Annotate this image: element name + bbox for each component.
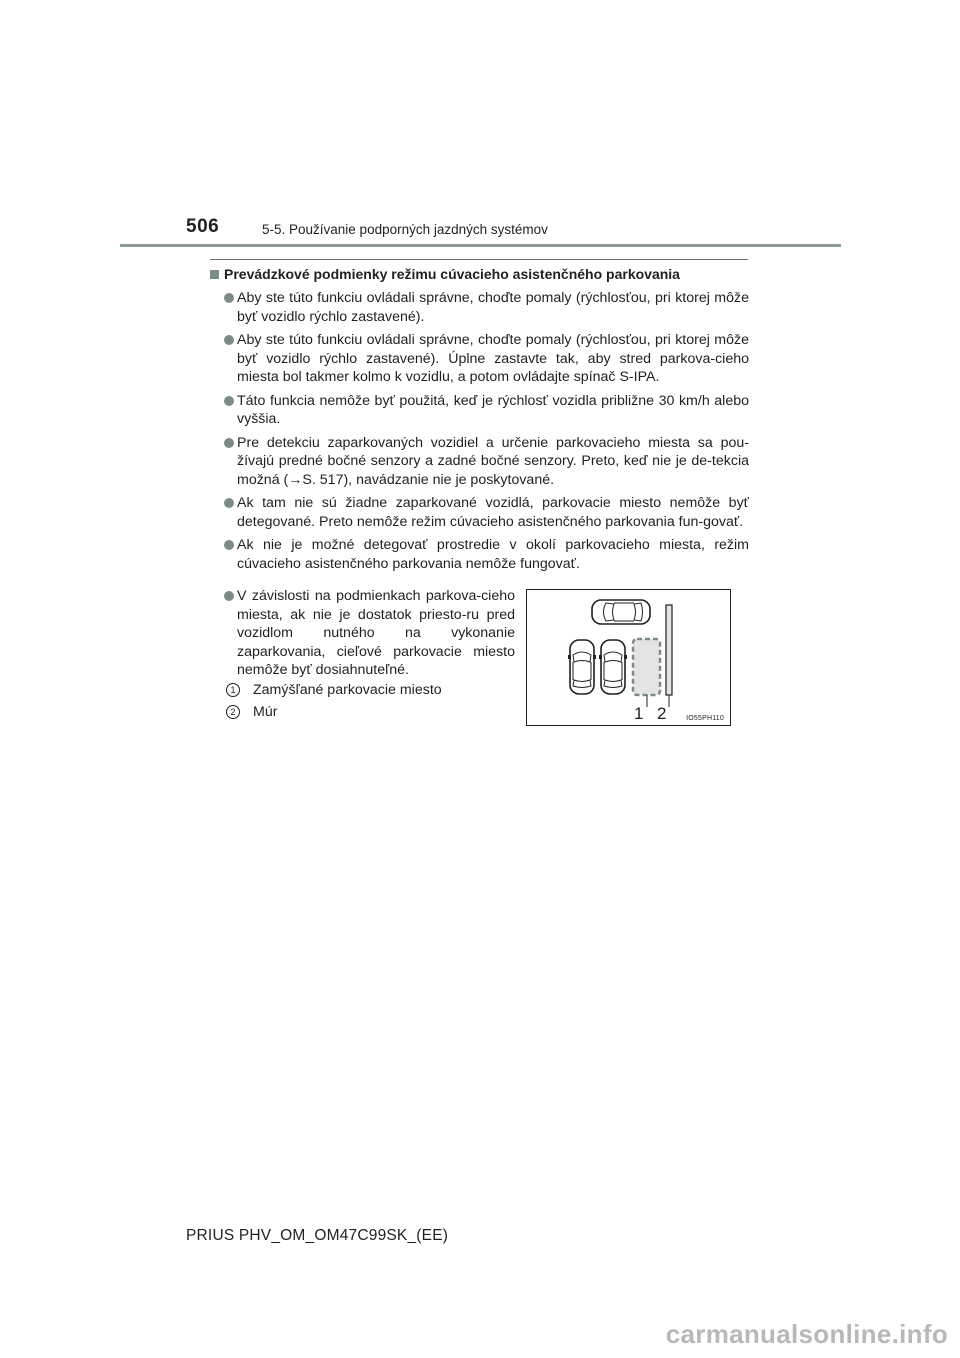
bullet-text: Táto funkcia nemôže byť použitá, keď je rýchlosť vozidla približne 30 km/h alebo vyššia. xyxy=(237,392,749,427)
figure-legend xyxy=(222,679,512,723)
list-item xyxy=(222,587,515,680)
heading-square-icon xyxy=(210,270,219,279)
bullet-text: Aby ste túto funkciu ovládali správne, choďte pomaly (rýchlosťou, pri ktorej môže byť vozidlo rýchlo zastavené). Úplne zastavte tak, aby stred parkova-cieho miesta bol takmer kolmo k vozidlu, a potom ovládajte spínač S-IPA. xyxy=(237,332,749,385)
bullet-text: Pre detekciu zaparkovaných vozidiel a určenie parkovacieho miesta sa pou-žívajú predné bočné senzory a zadné bočné senzory. Preto, keď nie je de-tekcia možná (→S. 517), navádzanie nie je poskytované. xyxy=(237,434,749,488)
figure-bullet xyxy=(222,587,515,685)
bullet-dot-icon xyxy=(224,438,234,448)
header-rule xyxy=(120,244,841,247)
callout-number-icon: 2 xyxy=(226,705,240,719)
parked-car-right-icon xyxy=(599,640,627,694)
parking-diagram-svg xyxy=(527,590,732,727)
list-item xyxy=(222,536,749,573)
footer-doc-id: PRIUS PHV_OM_OM47C99SK_(EE) xyxy=(186,1227,449,1244)
heading-rule xyxy=(210,259,748,260)
callout-2: 2 xyxy=(657,704,667,723)
wall-shape xyxy=(666,605,672,695)
bullet-text: Aby ste túto funkciu ovládali správne, choďte pomaly (rýchlosťou, pri ktorej môže byť vozidlo rýchlo zastavené). xyxy=(237,290,749,325)
bullet-text: Ak tam nie sú žiadne zaparkované vozidlá, parkovacie miesto nemôže byť detegované. Preto nemôže režim cúvacieho asistenčného parkovania fun-govať. xyxy=(237,495,749,530)
list-item xyxy=(222,494,749,531)
legend-label: Múr xyxy=(253,704,278,720)
watermark-link[interactable]: carmanualsonline.info xyxy=(665,1319,948,1349)
bullet-list xyxy=(222,289,749,578)
page-number: 506 xyxy=(186,216,220,237)
legend-label: Zamýšľané parkovacie miesto xyxy=(253,682,442,698)
callout-1: 1 xyxy=(634,704,644,723)
legend-item xyxy=(222,701,512,723)
bullet-dot-icon xyxy=(224,293,234,303)
list-item xyxy=(222,434,749,490)
section-title: 5-5. Používanie podporných jazdných systémov xyxy=(262,222,548,237)
legend-item xyxy=(222,679,512,701)
section-heading xyxy=(210,266,770,282)
bullet-dot-icon xyxy=(224,540,234,550)
list-item xyxy=(222,392,749,429)
section-heading-text: Prevádzkové podmienky režimu cúvacieho asistenčného parkovania xyxy=(224,266,680,282)
parking-illustration xyxy=(526,589,731,726)
bullet-dot-icon xyxy=(224,335,234,345)
bullet-dot-icon xyxy=(224,498,234,508)
bullet-dot-icon xyxy=(224,591,234,601)
bullet-text: Ak nie je možné detegovať prostredie v okolí parkovacieho miesta, režim cúvacieho asistenčného parkovania nemôže fungovať. xyxy=(237,537,749,572)
callout-number-icon: 1 xyxy=(226,683,240,697)
bullet-dot-icon xyxy=(224,396,234,406)
list-item xyxy=(222,331,749,387)
bullet-text: V závislosti na podmienkach parkova-cieho miesta, ak nie je dostatok priesto-ru pred vozidlom nutného na vykonanie zaparkovania, cieľové parkovacie miesto nemôže byť dosiahnuteľné. xyxy=(237,588,515,678)
target-space-outline xyxy=(633,639,660,695)
list-item xyxy=(222,289,749,326)
car-top-icon xyxy=(592,600,650,624)
figure-code: IO55PH110 xyxy=(686,715,724,722)
parked-car-left-icon xyxy=(568,640,596,694)
